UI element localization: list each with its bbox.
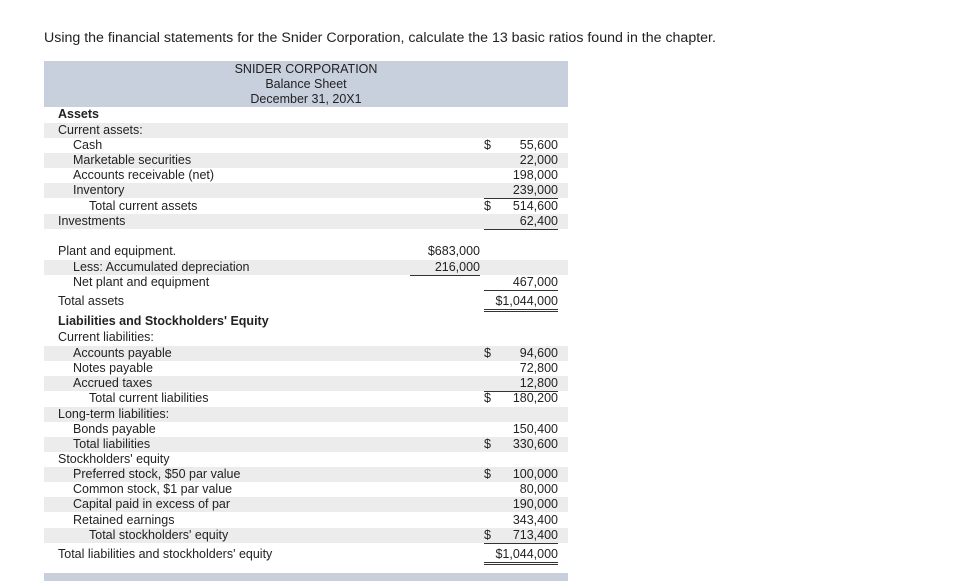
row-label: Less: Accumulated depreciation bbox=[73, 260, 250, 274]
amount-value: 330,600 bbox=[512, 437, 558, 451]
amount-value: 343,400 bbox=[512, 513, 558, 527]
row-accounts-receivable-net bbox=[44, 168, 568, 183]
row-cash bbox=[44, 138, 568, 153]
row-label: Total liabilities bbox=[73, 437, 151, 451]
row-marketable-securities bbox=[44, 153, 568, 168]
dollar-sign: $ bbox=[484, 528, 491, 542]
amount-value: 467,000 bbox=[512, 275, 558, 289]
statement-title: Balance Sheet bbox=[265, 77, 347, 91]
amount-column-1 bbox=[410, 260, 480, 276]
row-accrued-taxes bbox=[44, 376, 568, 391]
amount-column-2 bbox=[484, 528, 558, 544]
row-assets bbox=[44, 107, 568, 122]
amount-column-2 bbox=[484, 183, 558, 199]
amount-column-2 bbox=[484, 482, 558, 497]
dollar-sign: $ bbox=[484, 138, 491, 152]
amount-value: $683,000 bbox=[427, 244, 480, 258]
row-total-current-liabilities bbox=[44, 391, 568, 406]
row-label: Liabilities and Stockholders' Equity bbox=[58, 314, 269, 328]
amount-value: $1,044,000 bbox=[495, 547, 558, 561]
amount-value: 150,400 bbox=[512, 422, 558, 436]
amount-column-2 bbox=[484, 497, 558, 512]
amount-column-2 bbox=[484, 422, 558, 438]
row-label: Cash bbox=[73, 138, 103, 152]
row-common-stock-1-par-value bbox=[44, 482, 568, 497]
amount-value: 190,000 bbox=[512, 497, 558, 511]
amount-value: 239,000 bbox=[512, 183, 558, 197]
amount-value: 216,000 bbox=[434, 260, 480, 274]
row-stockholders-equity bbox=[44, 452, 568, 467]
amount-value: 180,200 bbox=[512, 391, 558, 405]
row-label: Inventory bbox=[73, 183, 125, 197]
row-investments bbox=[44, 214, 568, 229]
amount-value: 55,600 bbox=[519, 138, 558, 152]
dollar-sign: $ bbox=[484, 346, 491, 360]
row-inventory bbox=[44, 183, 568, 198]
amount-column-2 bbox=[484, 199, 558, 214]
row-label: Accounts payable bbox=[73, 346, 172, 360]
amount-column-2 bbox=[484, 376, 558, 392]
row-label: Retained earnings bbox=[73, 513, 175, 527]
company-name: SNIDER CORPORATION bbox=[234, 62, 378, 76]
row-label: Total assets bbox=[58, 294, 125, 308]
amount-column-2 bbox=[484, 168, 558, 183]
amount-column-2 bbox=[484, 361, 558, 376]
amount-column-2 bbox=[484, 138, 558, 153]
amount-column-2 bbox=[484, 294, 558, 312]
statement-header bbox=[44, 61, 568, 107]
amount-value: 72,800 bbox=[519, 361, 558, 375]
dollar-sign: $ bbox=[484, 437, 491, 451]
row-label: Net plant and equipment bbox=[73, 275, 210, 289]
amount-column-2 bbox=[484, 391, 558, 406]
amount-value: 713,400 bbox=[512, 528, 558, 542]
row-preferred-stock-50-par-value bbox=[44, 467, 568, 482]
amount-value: 22,000 bbox=[519, 153, 558, 167]
question-prompt: Using the financial statements for the Snider Corporation, calculate the 13 basic ratios found in the chapter. bbox=[44, 30, 716, 46]
amount-column-2 bbox=[484, 547, 558, 565]
row-label: Plant and equipment. bbox=[58, 244, 177, 258]
amount-value: 100,000 bbox=[512, 467, 558, 481]
row-current-liabilities bbox=[44, 330, 568, 345]
row-label: Common stock, $1 par value bbox=[73, 482, 233, 496]
row-label: Investments bbox=[58, 214, 126, 228]
row-notes-payable bbox=[44, 361, 568, 376]
dollar-sign: $ bbox=[484, 391, 491, 405]
row-label: Current liabilities: bbox=[58, 330, 154, 344]
row-label: Accounts receivable (net) bbox=[73, 168, 215, 182]
balance-sheet bbox=[44, 61, 568, 580]
row-label: Total current liabilities bbox=[89, 391, 209, 405]
dollar-sign: $ bbox=[484, 199, 491, 213]
row-label: Total stockholders' equity bbox=[89, 528, 229, 542]
row-label: Assets bbox=[58, 107, 99, 121]
row-label: Long-term liabilities: bbox=[58, 407, 170, 421]
row-label: Capital paid in excess of par bbox=[73, 497, 231, 511]
row-total-stockholders-equity bbox=[44, 528, 568, 543]
row-long-term-liabilities bbox=[44, 407, 568, 422]
dollar-sign: $ bbox=[484, 467, 491, 481]
row-label: Bonds payable bbox=[73, 422, 156, 436]
row-label: Accrued taxes bbox=[73, 376, 153, 390]
row-total-assets bbox=[44, 294, 568, 309]
amount-value: 198,000 bbox=[512, 168, 558, 182]
amount-value: 514,600 bbox=[512, 199, 558, 213]
amount-column-2 bbox=[484, 467, 558, 482]
amount-value: $1,044,000 bbox=[495, 294, 558, 308]
amount-column-2 bbox=[484, 346, 558, 361]
amount-column-1 bbox=[410, 244, 480, 259]
row-accounts-payable bbox=[44, 346, 568, 361]
row-capital-paid-in-excess-of-par bbox=[44, 497, 568, 512]
row-label: Total liabilities and stockholders' equity bbox=[58, 547, 273, 561]
row-label: Notes payable bbox=[73, 361, 153, 375]
row-label: Preferred stock, $50 par value bbox=[73, 467, 241, 481]
amount-value: 62,400 bbox=[519, 214, 558, 228]
row-liabilities-and-stockholders-equity bbox=[44, 314, 568, 329]
row-label: Total current assets bbox=[89, 199, 198, 213]
amount-value: 94,600 bbox=[519, 346, 558, 360]
row-total-current-assets bbox=[44, 199, 568, 214]
amount-column-2 bbox=[484, 214, 558, 230]
amount-value: 80,000 bbox=[519, 482, 558, 496]
amount-column-2 bbox=[484, 513, 558, 529]
amount-column-2 bbox=[484, 437, 558, 452]
row-retained-earnings bbox=[44, 513, 568, 528]
row-total-liabilities bbox=[44, 437, 568, 452]
row-bonds-payable bbox=[44, 422, 568, 437]
row-label: Current assets: bbox=[58, 123, 143, 137]
row-net-plant-and-equipment bbox=[44, 275, 568, 290]
row-plant-and-equipment bbox=[44, 244, 568, 259]
amount-column-2 bbox=[484, 275, 558, 291]
statement-date: December 31, 20X1 bbox=[250, 92, 362, 106]
row-label: Stockholders' equity bbox=[58, 452, 170, 466]
row-label: Marketable securities bbox=[73, 153, 192, 167]
row-current-assets bbox=[44, 123, 568, 138]
row-less-accumulated-depreciation bbox=[44, 260, 568, 275]
amount-column-2 bbox=[484, 153, 558, 168]
row-total-liabilities-and-stockholders-equity bbox=[44, 547, 568, 562]
amount-value: 12,800 bbox=[519, 376, 558, 390]
